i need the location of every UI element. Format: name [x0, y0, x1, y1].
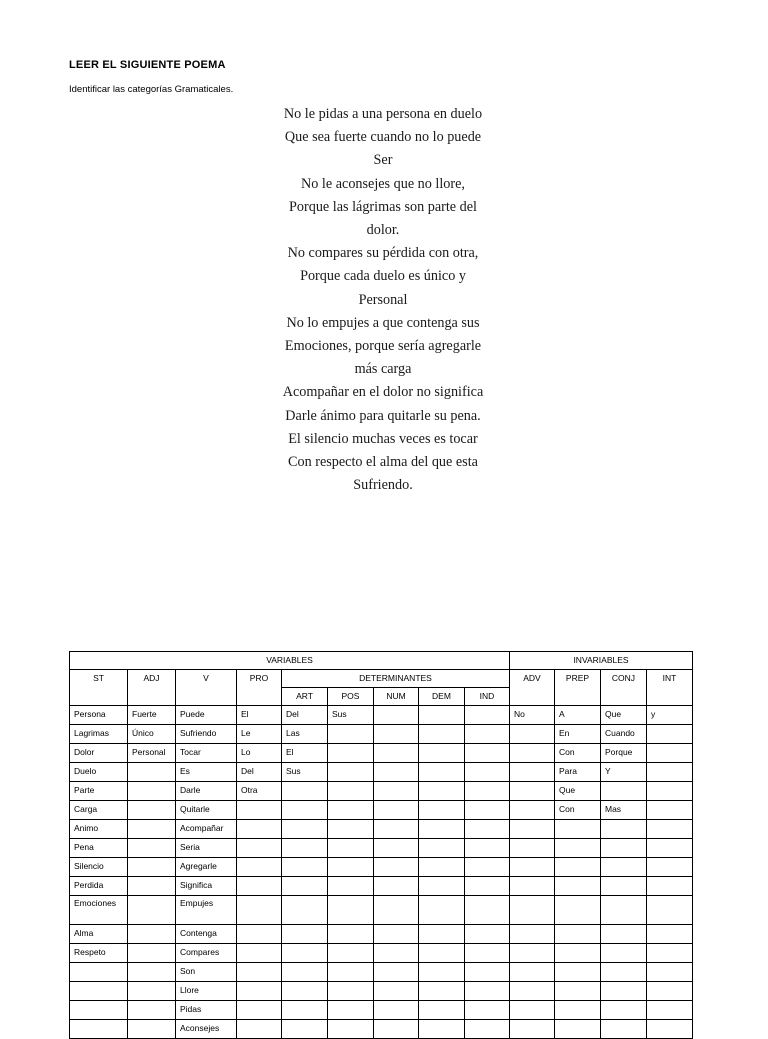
header-num: NUM — [374, 688, 419, 706]
cell-adv — [510, 963, 555, 982]
cell-art — [282, 839, 328, 858]
cell-prep: Para — [555, 763, 601, 782]
header-v: V — [176, 670, 237, 706]
poem-line: dolor. — [366, 222, 400, 239]
cell-art — [282, 782, 328, 801]
cell-st: Animo — [70, 820, 128, 839]
cell-adv — [510, 801, 555, 820]
poem — [268, 103, 498, 497]
cell-adj — [128, 820, 176, 839]
cell-pro: Le — [237, 725, 282, 744]
cell-v: Puede — [176, 706, 237, 725]
cell-pro — [237, 877, 282, 896]
cell-int — [647, 763, 693, 782]
cell-num — [374, 725, 419, 744]
cell-dem — [419, 725, 465, 744]
poem-line: Porque las lágrimas son parte del — [289, 198, 477, 215]
cell-conj: Cuando — [601, 725, 647, 744]
cell-adv — [510, 858, 555, 877]
cell-v: Significa — [176, 877, 237, 896]
cell-num — [374, 801, 419, 820]
cell-int: y — [647, 706, 693, 725]
cell-adv — [510, 725, 555, 744]
cell-num — [374, 896, 419, 925]
cell-conj — [601, 858, 647, 877]
cell-int — [647, 963, 693, 982]
cell-num — [374, 1020, 419, 1039]
cell-conj — [601, 963, 647, 982]
cell-ind — [465, 706, 510, 725]
cell-adj — [128, 1001, 176, 1020]
poem-line: Emociones, porque sería agregarle — [284, 338, 482, 355]
cell-st — [70, 1020, 128, 1039]
variables-group-header: VARIABLES — [70, 652, 510, 670]
poem-line: Sufriendo. — [353, 477, 413, 494]
cell-st: Dolor — [70, 744, 128, 763]
cell-ind — [465, 858, 510, 877]
cell-pro: El — [237, 706, 282, 725]
cell-art — [282, 896, 328, 925]
table-row — [70, 896, 693, 925]
cell-prep: A — [555, 706, 601, 725]
cell-adj — [128, 782, 176, 801]
cell-ind — [465, 944, 510, 963]
cell-v: Quitarle — [176, 801, 237, 820]
cell-dem — [419, 858, 465, 877]
cell-dem — [419, 982, 465, 1001]
cell-v: Seria — [176, 839, 237, 858]
cell-dem — [419, 925, 465, 944]
table-row — [70, 963, 693, 982]
cell-adv — [510, 925, 555, 944]
cell-prep — [555, 925, 601, 944]
cell-int — [647, 744, 693, 763]
cell-dem — [419, 963, 465, 982]
cell-adj — [128, 982, 176, 1001]
cell-adv — [510, 982, 555, 1001]
table-row — [70, 925, 693, 944]
cell-adj — [128, 877, 176, 896]
cell-conj — [601, 925, 647, 944]
cell-conj: Mas — [601, 801, 647, 820]
cell-prep — [555, 963, 601, 982]
cell-ind — [465, 782, 510, 801]
header-int: INT — [647, 670, 693, 706]
poem-line: Que sea fuerte cuando no lo puede — [284, 129, 482, 146]
table-row — [70, 839, 693, 858]
cell-adj — [128, 858, 176, 877]
table-row — [70, 1020, 693, 1039]
cell-adj — [128, 801, 176, 820]
cell-num — [374, 820, 419, 839]
header-prep: PREP — [555, 670, 601, 706]
cell-adv — [510, 896, 555, 925]
poem-line: Acompañar en el dolor no significa — [282, 384, 484, 401]
cell-st: Carga — [70, 801, 128, 820]
cell-int — [647, 725, 693, 744]
poem-line: No compares su pérdida con otra, — [287, 245, 479, 262]
header-dem: DEM — [419, 688, 465, 706]
cell-num — [374, 706, 419, 725]
cell-st: Emociones — [70, 896, 128, 925]
cell-pro: Otra — [237, 782, 282, 801]
cell-prep — [555, 896, 601, 925]
cell-adj: Único — [128, 725, 176, 744]
cell-st: Alma — [70, 925, 128, 944]
cell-pos — [328, 944, 374, 963]
cell-pos — [328, 782, 374, 801]
cell-num — [374, 963, 419, 982]
cell-prep: Con — [555, 801, 601, 820]
cell-pro — [237, 963, 282, 982]
cell-art: Del — [282, 706, 328, 725]
cell-int — [647, 925, 693, 944]
cell-ind — [465, 820, 510, 839]
cell-st: Parte — [70, 782, 128, 801]
table-row — [70, 820, 693, 839]
cell-num — [374, 782, 419, 801]
cell-art — [282, 982, 328, 1001]
table-row — [70, 944, 693, 963]
cell-dem — [419, 1001, 465, 1020]
cell-int — [647, 982, 693, 1001]
cell-int — [647, 858, 693, 877]
cell-adj: Fuerte — [128, 706, 176, 725]
cell-pos — [328, 896, 374, 925]
cell-v: Pidas — [176, 1001, 237, 1020]
cell-conj — [601, 877, 647, 896]
table-row — [70, 706, 693, 725]
cell-v: Aconsejes — [176, 1020, 237, 1039]
cell-adj — [128, 963, 176, 982]
cell-prep — [555, 839, 601, 858]
cell-dem — [419, 877, 465, 896]
cell-ind — [465, 763, 510, 782]
cell-ind — [465, 744, 510, 763]
cell-adv — [510, 944, 555, 963]
cell-pos — [328, 839, 374, 858]
cell-pro — [237, 944, 282, 963]
cell-art — [282, 925, 328, 944]
cell-dem — [419, 1020, 465, 1039]
cell-pro — [237, 1001, 282, 1020]
poem-line: No lo empujes a que contenga sus — [286, 314, 480, 331]
cell-conj: Que — [601, 706, 647, 725]
cell-art — [282, 877, 328, 896]
cell-ind — [465, 963, 510, 982]
instruction-text: Identificar las categorías Gramaticales. — [69, 84, 234, 95]
cell-adj — [128, 896, 176, 925]
cell-v: Agregarle — [176, 858, 237, 877]
cell-prep — [555, 1020, 601, 1039]
table-row — [70, 982, 693, 1001]
cell-int — [647, 820, 693, 839]
cell-prep: Con — [555, 744, 601, 763]
cell-dem — [419, 944, 465, 963]
cell-st: Pena — [70, 839, 128, 858]
cell-int — [647, 1001, 693, 1020]
cell-pos: Sus — [328, 706, 374, 725]
cell-pos — [328, 982, 374, 1001]
cell-adv — [510, 820, 555, 839]
cell-num — [374, 982, 419, 1001]
cell-num — [374, 858, 419, 877]
cell-conj — [601, 820, 647, 839]
table-row — [70, 801, 693, 820]
header-art: ART — [282, 688, 328, 706]
cell-st: Persona — [70, 706, 128, 725]
cell-adv — [510, 839, 555, 858]
cell-pos — [328, 858, 374, 877]
cell-int — [647, 944, 693, 963]
cell-v: Es — [176, 763, 237, 782]
cell-int — [647, 839, 693, 858]
cell-dem — [419, 782, 465, 801]
cell-adj — [128, 925, 176, 944]
cell-prep — [555, 1001, 601, 1020]
cell-adj — [128, 839, 176, 858]
cell-pos — [328, 801, 374, 820]
header-pro: PRO — [237, 670, 282, 706]
header-adj: ADJ — [128, 670, 176, 706]
cell-art — [282, 858, 328, 877]
table-row — [70, 782, 693, 801]
cell-prep: Que — [555, 782, 601, 801]
determinantes-header: DETERMINANTES — [282, 670, 510, 688]
cell-pro — [237, 982, 282, 1001]
cell-ind — [465, 1020, 510, 1039]
cell-conj — [601, 1001, 647, 1020]
poem-line: Ser — [373, 152, 393, 169]
cell-adv — [510, 763, 555, 782]
cell-dem — [419, 801, 465, 820]
cell-ind — [465, 877, 510, 896]
cell-prep — [555, 820, 601, 839]
poem-line: No le pidas a una persona en duelo — [283, 106, 483, 122]
cell-ind — [465, 982, 510, 1001]
cell-pos — [328, 763, 374, 782]
cell-art — [282, 963, 328, 982]
page-heading: LEER EL SIGUIENTE POEMA — [69, 59, 226, 71]
cell-art — [282, 1020, 328, 1039]
table-row — [70, 763, 693, 782]
cell-v: Empujes — [176, 896, 237, 925]
cell-dem — [419, 763, 465, 782]
cell-conj — [601, 982, 647, 1001]
cell-pro: Lo — [237, 744, 282, 763]
cell-adv — [510, 877, 555, 896]
cell-prep: En — [555, 725, 601, 744]
cell-int — [647, 896, 693, 925]
cell-adj — [128, 1020, 176, 1039]
cell-st: Duelo — [70, 763, 128, 782]
table-row — [70, 725, 693, 744]
cell-pos — [328, 877, 374, 896]
cell-dem — [419, 820, 465, 839]
poem-line: más carga — [354, 361, 412, 378]
cell-num — [374, 1001, 419, 1020]
cell-ind — [465, 725, 510, 744]
cell-pos — [328, 1020, 374, 1039]
table-row — [70, 744, 693, 763]
cell-conj — [601, 944, 647, 963]
cell-pos — [328, 725, 374, 744]
cell-prep — [555, 944, 601, 963]
poem-line: Personal — [358, 291, 408, 308]
cell-conj — [601, 896, 647, 925]
cell-pos — [328, 925, 374, 944]
cell-num — [374, 925, 419, 944]
cell-v: Contenga — [176, 925, 237, 944]
cell-art: Sus — [282, 763, 328, 782]
cell-conj — [601, 782, 647, 801]
cell-ind — [465, 801, 510, 820]
cell-ind — [465, 896, 510, 925]
header-adv: ADV — [510, 670, 555, 706]
cell-int — [647, 801, 693, 820]
cell-pos — [328, 1001, 374, 1020]
cell-dem — [419, 744, 465, 763]
cell-pro: Del — [237, 763, 282, 782]
header-conj: CONJ — [601, 670, 647, 706]
cell-art — [282, 944, 328, 963]
cell-conj — [601, 839, 647, 858]
cell-pos — [328, 820, 374, 839]
cell-art: El — [282, 744, 328, 763]
cell-prep — [555, 982, 601, 1001]
cell-v: Sufriendo — [176, 725, 237, 744]
table-row — [70, 1001, 693, 1020]
cell-int — [647, 1020, 693, 1039]
cell-v: Son — [176, 963, 237, 982]
cell-dem — [419, 839, 465, 858]
cell-pos — [328, 744, 374, 763]
cell-ind — [465, 1001, 510, 1020]
cell-adv: No — [510, 706, 555, 725]
cell-v: Llore — [176, 982, 237, 1001]
cell-num — [374, 744, 419, 763]
cell-v: Compares — [176, 944, 237, 963]
table-row — [70, 858, 693, 877]
cell-pro — [237, 925, 282, 944]
header-pos: POS — [328, 688, 374, 706]
cell-int — [647, 877, 693, 896]
cell-art — [282, 801, 328, 820]
cell-pos — [328, 963, 374, 982]
cell-st — [70, 963, 128, 982]
poem-line: El silencio muchas veces es tocar — [288, 430, 478, 447]
grammar-categories-table — [69, 651, 693, 1039]
cell-ind — [465, 925, 510, 944]
cell-st: Silencio — [70, 858, 128, 877]
poem-line: Darle ánimo para quitarle su pena. — [285, 407, 481, 424]
cell-adj — [128, 944, 176, 963]
cell-art: Las — [282, 725, 328, 744]
cell-v: Acompañar — [176, 820, 237, 839]
cell-v: Tocar — [176, 744, 237, 763]
cell-prep — [555, 877, 601, 896]
cell-adv — [510, 1001, 555, 1020]
cell-conj — [601, 1020, 647, 1039]
cell-pro — [237, 858, 282, 877]
cell-num — [374, 944, 419, 963]
poem-line: Con respecto el alma del que esta — [288, 454, 478, 471]
cell-adv — [510, 782, 555, 801]
cell-v: Darle — [176, 782, 237, 801]
cell-adv — [510, 1020, 555, 1039]
cell-st: Respeto — [70, 944, 128, 963]
cell-pro — [237, 801, 282, 820]
cell-conj: Y — [601, 763, 647, 782]
cell-prep — [555, 858, 601, 877]
cell-pro — [237, 896, 282, 925]
cell-pro — [237, 820, 282, 839]
cell-int — [647, 782, 693, 801]
cell-dem — [419, 896, 465, 925]
invariables-group-header: INVARIABLES — [510, 652, 693, 670]
cell-st: Lagrimas — [70, 725, 128, 744]
cell-num — [374, 877, 419, 896]
table-row — [70, 877, 693, 896]
poem-line: No le aconsejes que no llore, — [301, 175, 465, 192]
cell-pro — [237, 1020, 282, 1039]
cell-st: Perdida — [70, 877, 128, 896]
header-st: ST — [70, 670, 128, 706]
cell-pro — [237, 839, 282, 858]
cell-dem — [419, 706, 465, 725]
header-ind: IND — [465, 688, 510, 706]
cell-st — [70, 1001, 128, 1020]
cell-art — [282, 820, 328, 839]
cell-adj: Personal — [128, 744, 176, 763]
poem-line: Porque cada duelo es único y — [300, 268, 466, 285]
cell-num — [374, 763, 419, 782]
cell-adj — [128, 763, 176, 782]
cell-ind — [465, 839, 510, 858]
cell-art — [282, 1001, 328, 1020]
cell-conj: Porque — [601, 744, 647, 763]
cell-st — [70, 982, 128, 1001]
cell-num — [374, 839, 419, 858]
cell-adv — [510, 744, 555, 763]
